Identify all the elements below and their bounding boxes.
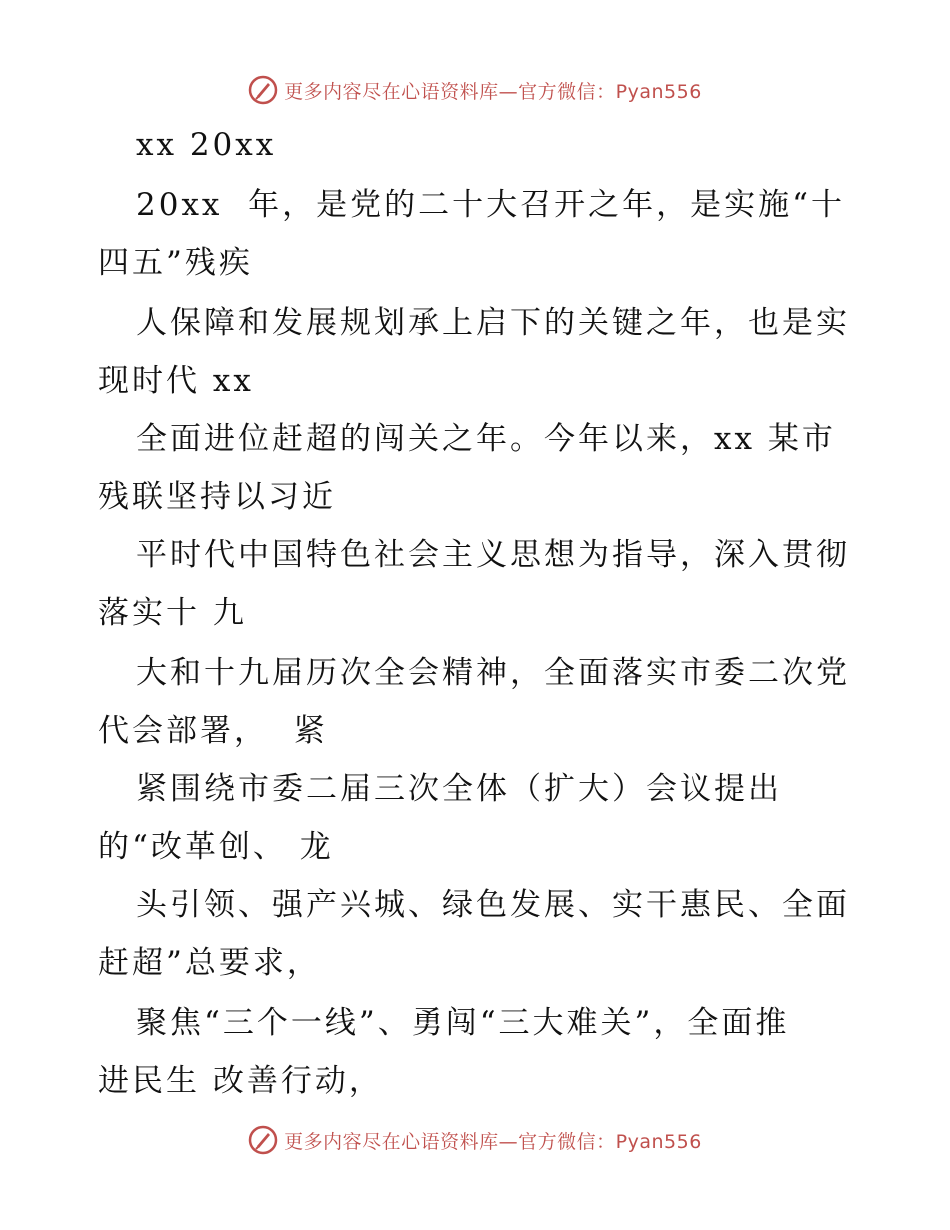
text-line: 的“改革创、 龙: [98, 829, 334, 865]
footer-banner: [0, 1122, 950, 1158]
header-banner-text: 更多内容尽在心语资料库—官方微信：Pyan556: [284, 80, 702, 103]
header-banner: [0, 72, 950, 108]
text-line: 头引领、强产兴城、绿色发展、实干惠民、全面: [136, 887, 850, 923]
text-line: 全面进位赶超的闯关之年。今年以来，xx 某市: [136, 421, 836, 457]
text-line: 人保障和发展规划承上启下的关键之年，也是实: [136, 305, 850, 341]
text-line: 现时代 xx: [98, 363, 254, 399]
feather-circle-logo-icon: [248, 75, 278, 105]
text-line: 大和十九届历次全会精神，全面落实市委二次党: [136, 655, 850, 691]
text-line: 平时代中国特色社会主义思想为指导，深入贯彻: [136, 537, 850, 573]
feather-circle-logo-icon: [248, 1125, 278, 1155]
footer-banner-text: 更多内容尽在心语资料库—官方微信：Pyan556: [284, 1130, 702, 1153]
text-line: 赶超”总要求，: [98, 945, 321, 981]
text-line: 紧围绕市委二届三次全体（扩大）会议提出: [136, 771, 782, 807]
text-line: xx 20xx: [136, 127, 277, 163]
text-line: 代会部署， 紧: [98, 713, 328, 749]
text-line: 聚焦“三个一线”、勇闯“三大难关”，全面推: [136, 1005, 790, 1041]
text-line: 20xx 年，是党的二十大召开之年，是实施“十: [136, 187, 845, 223]
text-line: 落实十 九: [98, 595, 247, 631]
text-line: 残联坚持以习近: [98, 479, 336, 515]
text-line: 进民生 改善行动，: [98, 1063, 383, 1099]
text-line: 四五”残疾: [98, 245, 253, 281]
